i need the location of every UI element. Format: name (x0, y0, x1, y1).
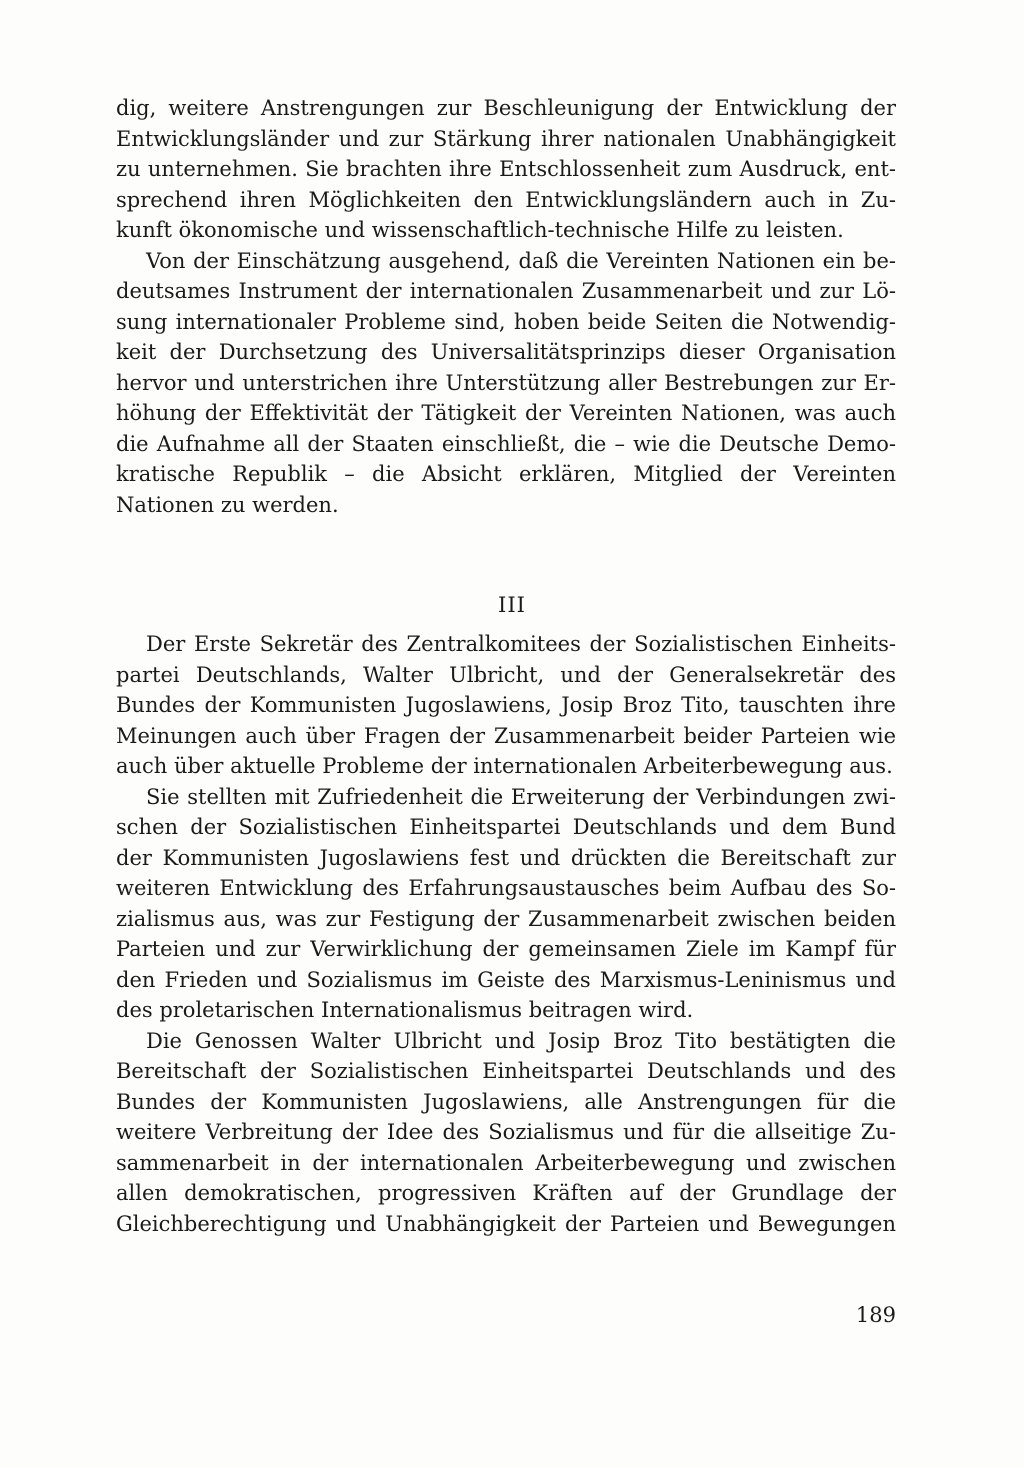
page-number: 189 (855, 1303, 896, 1327)
text-line: allen demokratischen, progressiven Kräften auf der Grundlage der (116, 1181, 896, 1205)
text-block-section-iii (116, 629, 896, 1239)
text-line: weiteren Entwicklung des Erfahrungsaustausches beim Aufbau des So- (116, 876, 896, 900)
text-line: keit der Durchsetzung des Universalitätsprinzips dieser Organisation (116, 340, 896, 364)
text-line: sammenarbeit in der internationalen Arbeiterbewegung und zwischen (116, 1150, 896, 1175)
section-heading: III (498, 593, 526, 617)
text-line: Meinungen auch über Fragen der Zusammenarbeit beider Parteien wie (116, 723, 896, 748)
text-line: Entwicklungsländer und zur Stärkung ihrer nationalen Unabhängigkeit (116, 126, 896, 151)
text-line: der Kommunisten Jugoslawiens fest und drückten die Bereitschaft zur (116, 845, 896, 870)
text-line: Parteien und zur Verwirklichung der gemeinsamen Ziele im Kampf für (116, 937, 896, 961)
text-line: weitere Verbreitung der Idee des Sozialismus und für die allseitige Zu- (116, 1120, 896, 1144)
text-block-continuation (116, 93, 896, 520)
text-line: schen der Sozialistischen Einheitspartei Deutschlands und dem Bund (116, 815, 896, 839)
text-line: zu unternehmen. Sie brachten ihre Entschlossenheit zum Ausdruck, ent- (116, 157, 896, 181)
text-line: Nationen zu werden. (116, 492, 339, 517)
text-line: partei Deutschlands, Walter Ulbricht, und der Generalsekretär des (116, 662, 896, 687)
text-line: Der Erste Sekretär des Zentralkomitees der Sozialistischen Einheits- (146, 632, 896, 656)
text-line: zialismus aus, was zur Festigung der Zusammenarbeit zwischen beiden (116, 906, 896, 931)
text-line: auch über aktuelle Probleme der internationalen Arbeiterbewegung aus. (116, 754, 893, 778)
text-line: des proletarischen Internationalismus beitragen wird. (116, 998, 694, 1022)
text-line: hervor und unterstrichen ihre Unterstützung aller Bestrebungen zur Er- (116, 370, 896, 395)
text-line: sprechend ihren Möglichkeiten den Entwicklungsländern auch in Zu- (116, 187, 896, 212)
text-line: den Frieden und Sozialismus im Geiste des Marxismus-Leninismus und (116, 967, 896, 992)
text-line: die Aufnahme all der Staaten einschließt, die – wie die Deutsche Demo- (116, 431, 896, 456)
text-line: kunft ökonomische und wissenschaftlich-technische Hilfe zu leisten. (116, 218, 844, 242)
text-line: Bereitschaft der Sozialistischen Einheitspartei Deutschlands und des (116, 1059, 896, 1083)
text-line: sung internationaler Probleme sind, hoben beide Seiten die Notwendig- (116, 309, 896, 334)
text-line: Von der Einschätzung ausgehend, daß die Vereinten Nationen ein be- (146, 248, 896, 273)
text-line: deutsames Instrument der internationalen Zusammenarbeit und zur Lö- (116, 279, 896, 303)
text-line: Gleichberechtigung und Unabhängigkeit der Parteien und Bewegungen (116, 1211, 896, 1236)
text-line: kratische Republik – die Absicht erklären, Mitglied der Vereinten (116, 462, 896, 486)
text-line: Die Genossen Walter Ulbricht und Josip Broz Tito bestätigten die (146, 1028, 896, 1053)
text-line: höhung der Effektivität der Tätigkeit der Vereinten Nationen, was auch (116, 401, 896, 425)
text-line: dig, weitere Anstrengungen zur Beschleunigung der Entwicklung der (116, 96, 896, 120)
text-line: Bundes der Kommunisten Jugoslawiens, Josip Broz Tito, tauschten ihre (116, 693, 896, 717)
text-line: Bundes der Kommunisten Jugoslawiens, alle Anstrengungen für die (116, 1089, 896, 1114)
text-line: Sie stellten mit Zufriedenheit die Erweiterung der Verbindungen zwi- (146, 784, 896, 809)
